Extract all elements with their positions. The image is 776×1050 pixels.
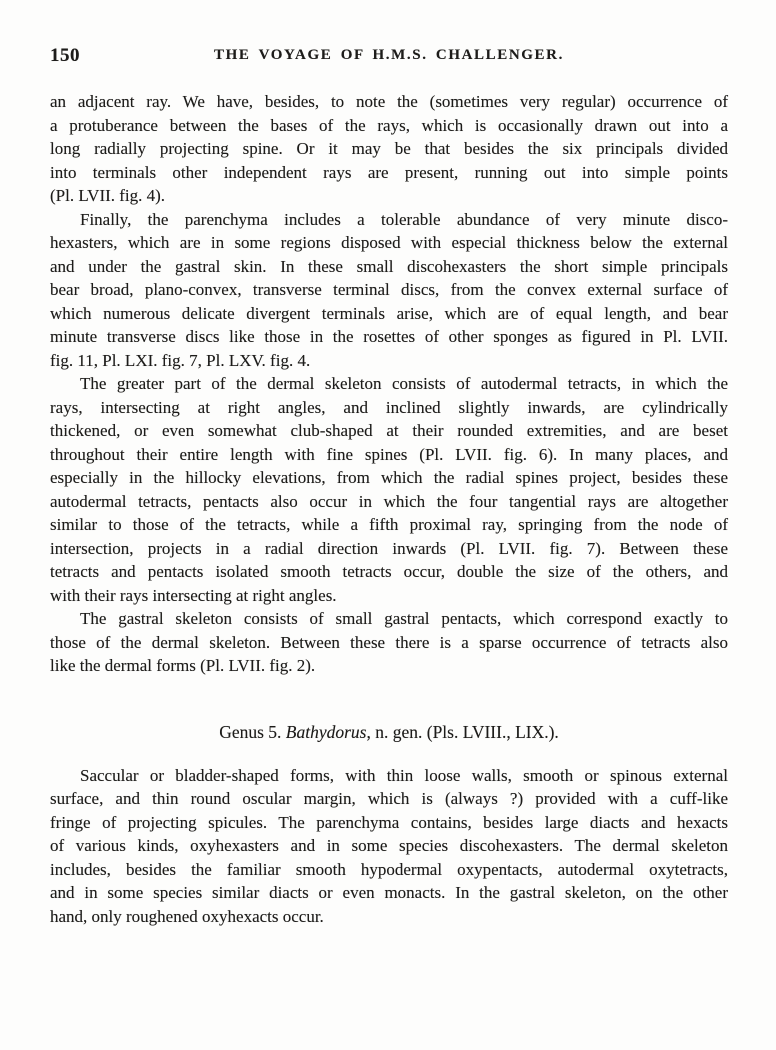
paragraph-gastral-skeleton: [50, 607, 728, 678]
text-line: and in some species similar diacts or even monacts. In the gastral skeleton, on the other: [50, 883, 728, 902]
text-line: bear broad, plano-convex, transverse terminal discs, from the convex external surface of: [50, 280, 728, 299]
text-line: (Pl. LVII. fig. 4).: [50, 186, 166, 205]
text-line: The greater part of the dermal skeleton consists of autodermal tetracts, in which the: [80, 374, 728, 393]
text-line: those of the dermal skeleton. Between these there is a sparse occurrence of tetracts also: [50, 632, 728, 652]
text-line: includes, besides the familiar smooth hypodermal oxypentacts, autodermal oxytetracts,: [50, 859, 728, 879]
text-line: Finally, the parenchyma includes a tolerable abundance of very minute disco-: [80, 209, 728, 229]
text-line: a protuberance between the bases of the rays, which is occasionally drawn out into a: [50, 115, 728, 135]
text-line: into terminals other independent rays are present, running out into simple points: [50, 162, 728, 182]
paragraph-continuation: [50, 90, 728, 208]
paragraph-dermal-skeleton: [50, 372, 728, 607]
text-line: with their rays intersecting at right angles.: [50, 585, 337, 605]
text-line: and under the gastral skin. In these small discohexasters the short simple principals: [50, 256, 728, 276]
page-body: [50, 90, 728, 928]
text-line: especially in the hillocky elevations, from which the radial spines project, besides these: [50, 468, 728, 487]
genus-name: Bathydorus: [285, 721, 367, 742]
text-line: Saccular or bladder-shaped forms, with thin loose walls, smooth or spinous external: [80, 765, 728, 785]
genus-heading-prefix: Genus 5.: [219, 721, 286, 742]
text-line: similar to those of the tetracts, while a fifth proximal ray, springing from the node of: [50, 515, 728, 534]
text-line: rays, intersecting at right angles, and inclined slightly inwards, are cylindrically: [50, 397, 728, 417]
text-line: minute transverse discs like those in the rosettes of other sponges as figured in Pl. LVII.: [50, 327, 728, 346]
text-line: which numerous delicate divergent terminals arise, which are of equal length, and bear: [50, 303, 728, 323]
text-line: long radially projecting spine. Or it may be that besides the six principals divided: [50, 139, 728, 158]
text-line: hand, only roughened oxyhexacts occur.: [50, 906, 324, 926]
text-line: intersection, projects in a radial direction inwards (Pl. LVII. fig. 7). Between these: [50, 538, 728, 558]
text-line: surface, and thin round oscular margin, which is (always ?) provided with a cuff-like: [50, 789, 728, 808]
text-line: an adjacent ray. We have, besides, to note the (sometimes very regular) occurrence of: [50, 92, 728, 111]
page-header: [50, 45, 728, 67]
genus-heading: [50, 719, 728, 745]
text-line: tetracts and pentacts isolated smooth tetracts occur, double the size of the others, and: [50, 562, 728, 581]
text-line: fig. 11, Pl. LXI. fig. 7, Pl. LXV. fig. 4.: [50, 350, 311, 370]
running-title: THE VOYAGE OF H.M.S. CHALLENGER.: [214, 47, 564, 63]
text-line: hexasters, which are in some regions disposed with especial thickness below the external: [50, 233, 728, 252]
text-line: like the dermal forms (Pl. LVII. fig. 2).: [50, 656, 316, 675]
text-line: autodermal tetracts, pentacts also occur in which the four tangential rays are altogether: [50, 491, 728, 511]
page-number: 150: [50, 45, 80, 66]
paragraph-parenchyma: [50, 208, 728, 373]
text-line: of various kinds, oxyhexasters and in some species discohexasters. The dermal skeleton: [50, 836, 728, 855]
text-line: The gastral skeleton consists of small gastral pentacts, which correspond exactly to: [80, 609, 728, 628]
text-line: thickened, or even somewhat club-shaped at their rounded extremities, and are beset: [50, 421, 728, 440]
text-line: fringe of projecting spicules. The parenchyma contains, besides large diacts and hexacts: [50, 812, 728, 832]
genus-heading-suffix: , n. gen. (Pls. LVIII., LIX.).: [366, 721, 559, 742]
paragraph-genus-description: [50, 764, 728, 929]
text-line: throughout their entire length with fine spines (Pl. LVII. fig. 6). In many places, and: [50, 444, 728, 464]
